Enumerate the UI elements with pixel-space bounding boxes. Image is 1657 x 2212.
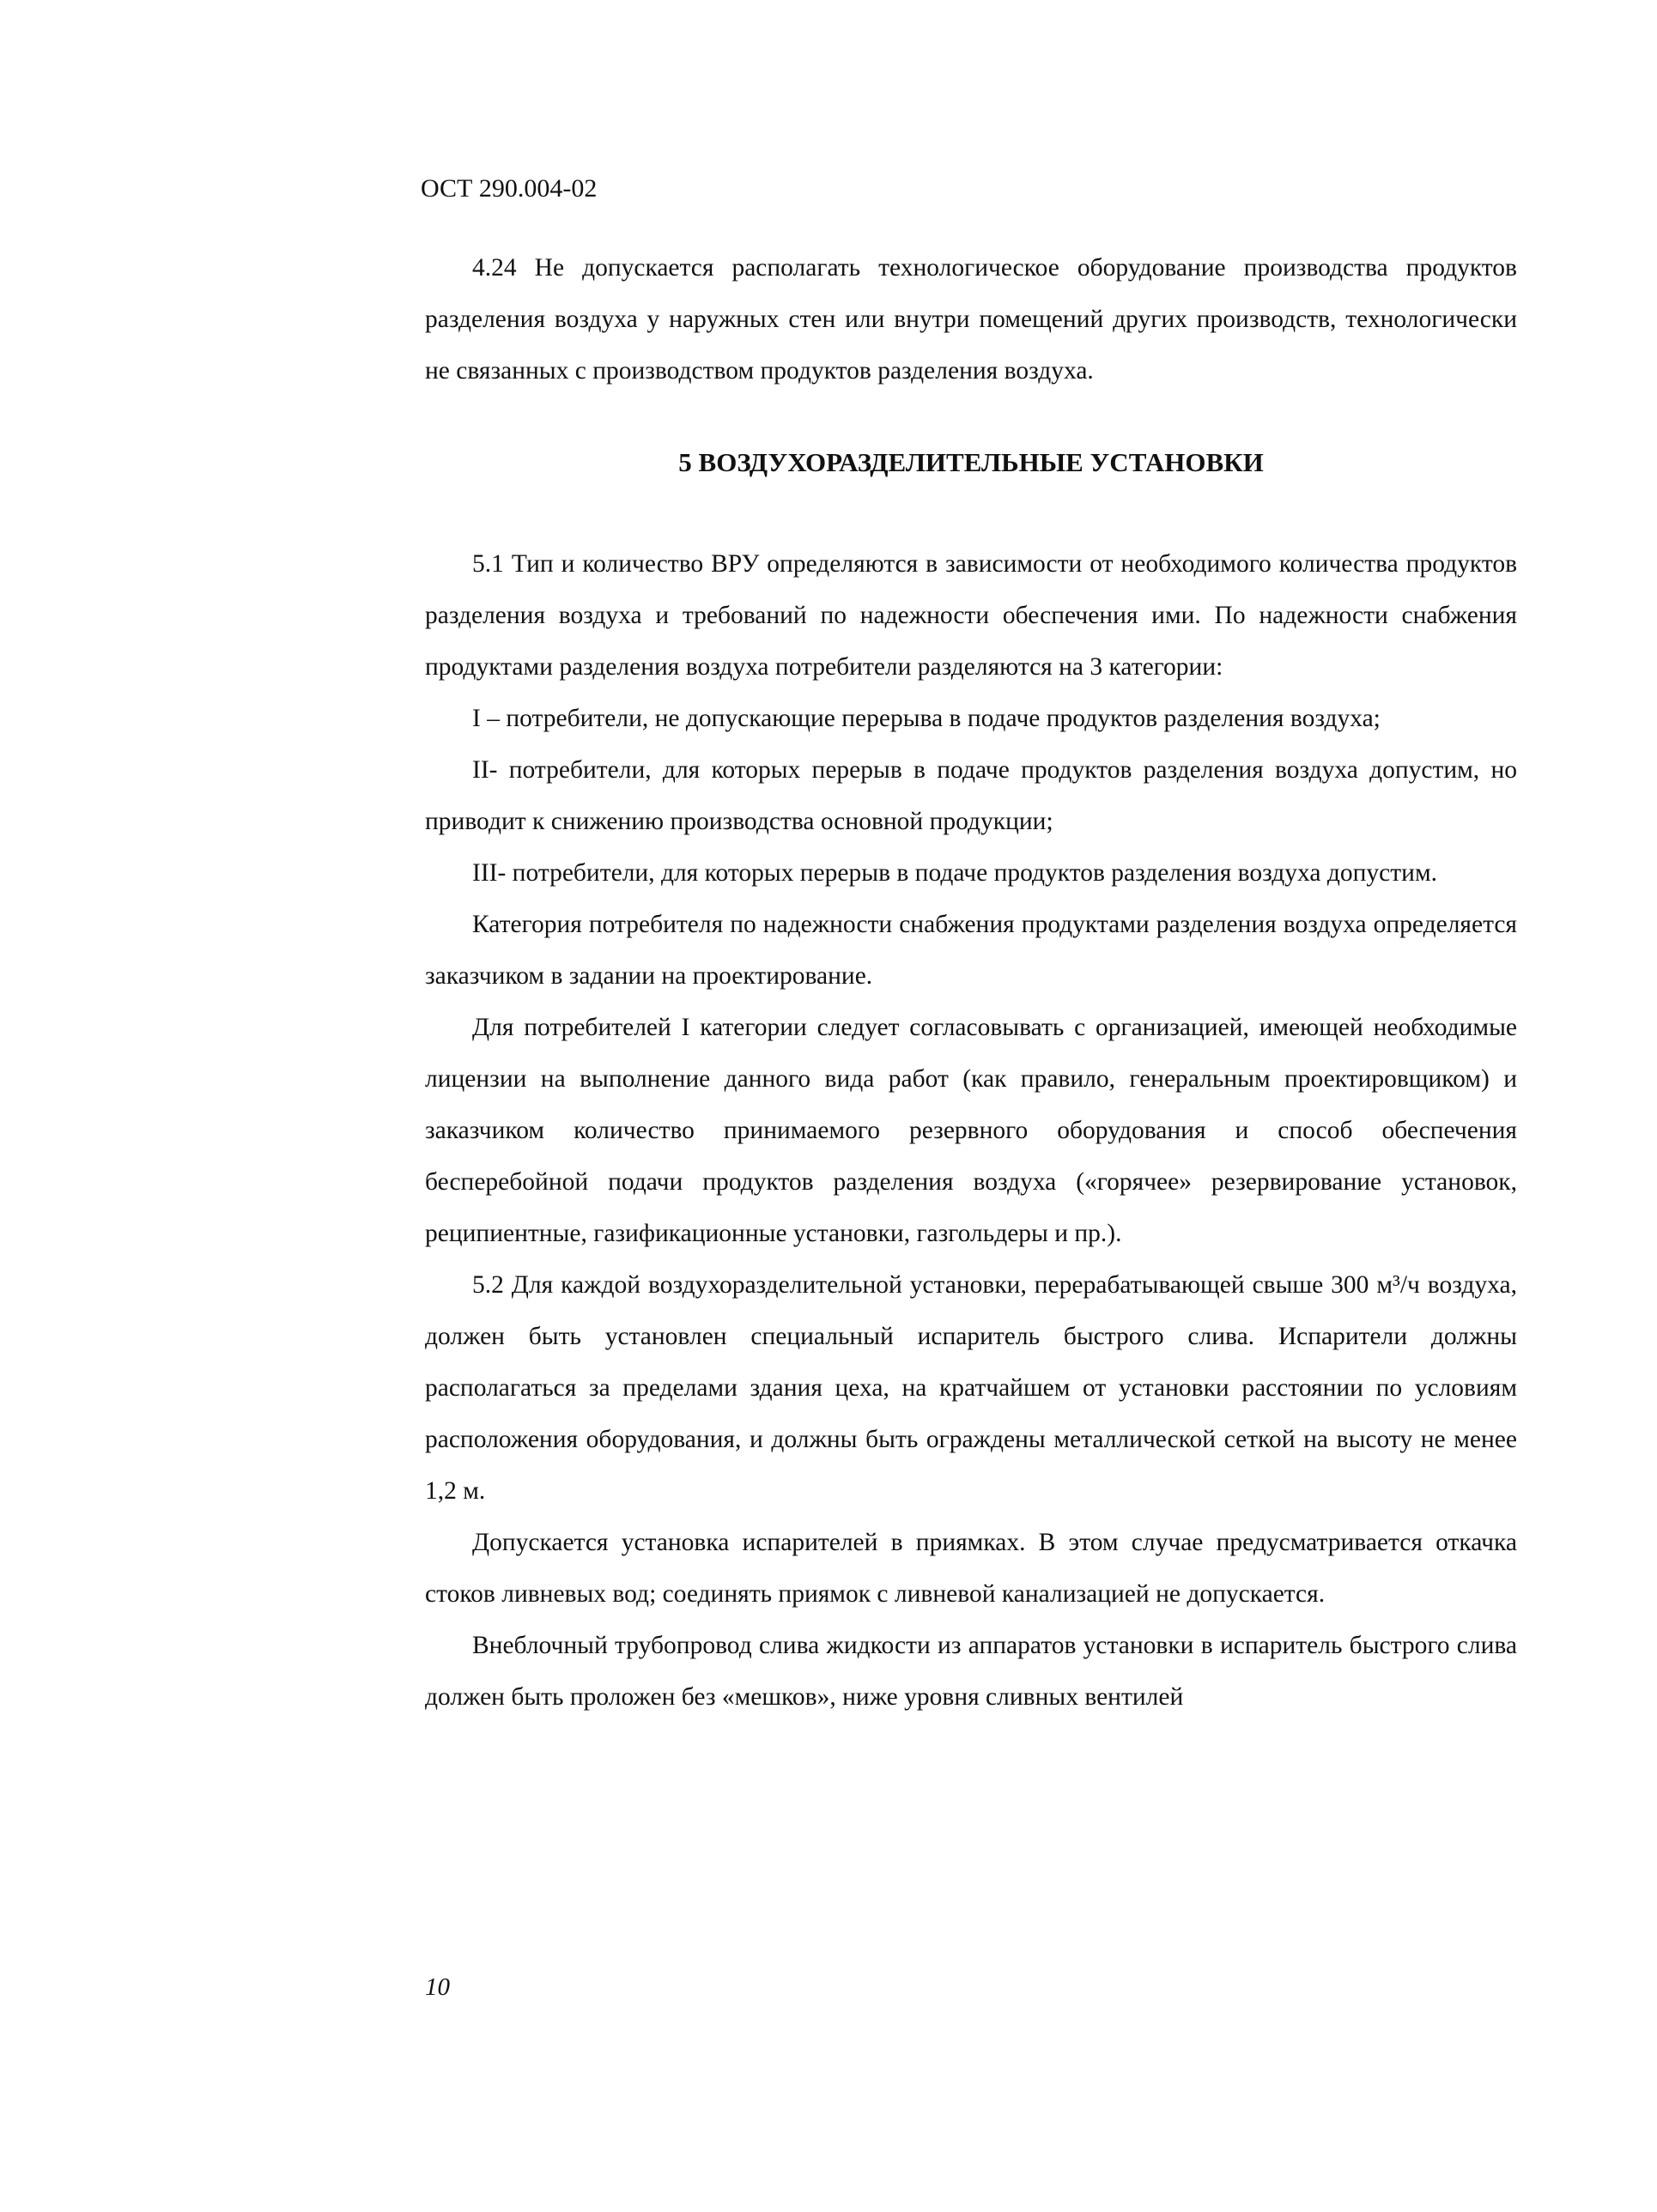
- paragraph-category-ii: II- потребители, для которых перерыв в подаче продуктов разделения воздуха допустим, но приводит к снижению производства основной продукции;: [425, 756, 1517, 835]
- clause-4-24-text: 4.24 Не допускается располагать технологическое оборудование производства продуктов разделения воздуха у наружных стен или внутри помещений других производств, технологически не связанных с производством продуктов разделения воздуха.: [425, 254, 1517, 385]
- paragraph-category-i-coordination: Для потребителей I категории следует согласовывать с организацией, имеющей необходимые лицензии на выполнение данного вида работ (как правило, генеральным проектировщиком) и заказчиком количество принимаемого резервного оборудования и способ обеспечения бесперебойной подачи продуктов разделения воздуха («горячее» резервирование установок, реципиентные, газификационные установки, газгольдеры и пр.).: [425, 1014, 1517, 1247]
- paragraph-category-definition: Категория потребителя по надежности снабжения продуктами разделения воздуха определяется заказчиком в задании на проектирование.: [425, 911, 1517, 990]
- paragraph-5-2: 5.2 Для каждой воздухоразделительной установки, перерабатывающей свыше 300 м³/ч воздуха, должен быть установлен специальный испаритель быстрого слива. Испарители должны располагаться за пределами здания цеха, на кратчайшем от установки расстоянии по условиям расположения оборудования, и должны быть ограждены металлической сеткой на высоту не менее 1,2 м.: [425, 1271, 1517, 1505]
- paragraph-category-iii: III- потребители, для которых перерыв в подаче продуктов разделения воздуха допустим.: [472, 859, 1437, 887]
- paragraph-drain-pipeline: Внеблочный трубопровод слива жидкости из аппаратов установки в испаритель быстрого слива должен быть проложен без «мешков», ниже уровня сливных вентилей: [425, 1632, 1517, 1711]
- section-5-heading: 5 ВОЗДУХОРАЗДЕЛИТЕЛЬНЫЕ УСТАНОВКИ: [678, 447, 1264, 477]
- clause-4-24: [425, 242, 1517, 397]
- section-5-body: [425, 538, 1517, 1723]
- page-number: 10: [425, 1973, 450, 2001]
- paragraph-5-1: 5.1 Тип и количество ВРУ определяются в зависимости от необходимого количества продуктов разделения воздуха и требований по надежности обеспечения ими. По надежности снабжения продуктами разделения воздуха потребители разделяются на 3 категории:: [425, 550, 1517, 681]
- paragraph-pits: Допускается установка испарителей в приямках. В этом случае предусматривается откачка стоков ливневых вод; соединять приямок с ливневой канализацией не допускается.: [425, 1529, 1517, 1608]
- paragraph-category-i: I – потребители, не допускающие перерыва в подаче продуктов разделения воздуха;: [472, 705, 1381, 732]
- document-code-header: ОСТ 290.004-02: [421, 174, 598, 203]
